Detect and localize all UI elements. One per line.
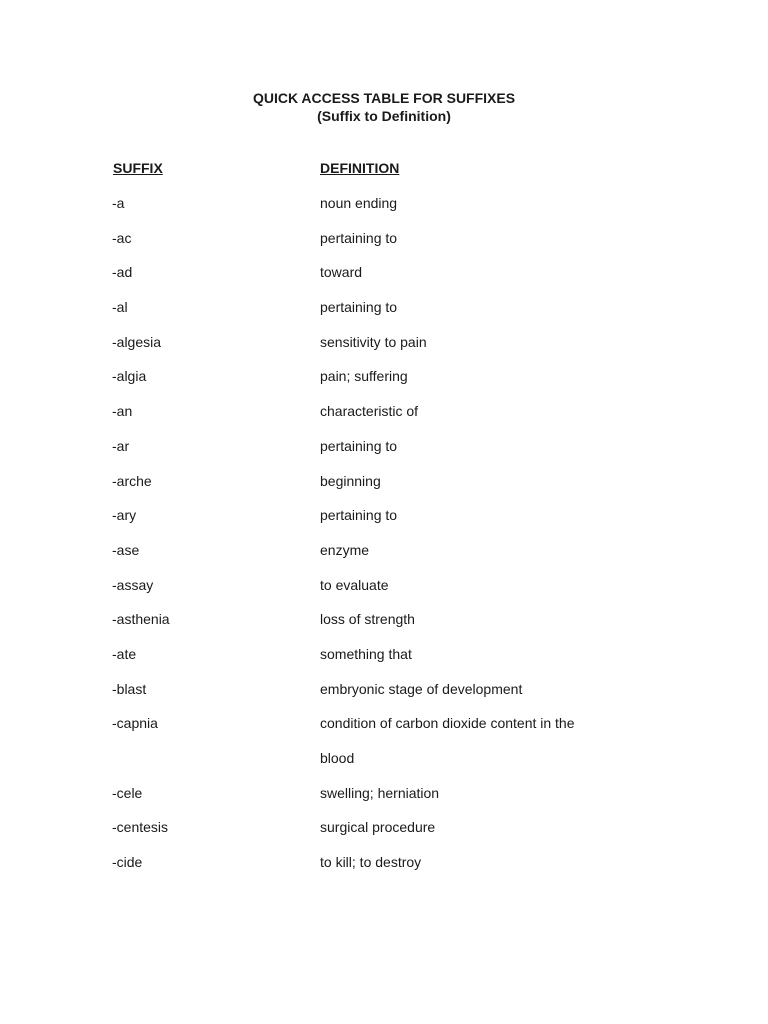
table-row bbox=[0, 402, 768, 437]
definition-cell: loss of strength bbox=[320, 611, 415, 628]
definition-cell: to kill; to destroy bbox=[320, 854, 422, 871]
suffix-cell: -blast bbox=[112, 680, 147, 697]
suffix-cell: -centesis bbox=[112, 819, 169, 836]
table-row bbox=[0, 506, 768, 541]
suffix-cell: -ac bbox=[112, 229, 132, 246]
table-row bbox=[0, 437, 768, 472]
definition-cell: embryonic stage of development bbox=[320, 680, 523, 697]
suffix-cell: -assay bbox=[112, 576, 154, 593]
suffix-cell: -ar bbox=[112, 437, 130, 454]
definition-cell: pertaining to bbox=[320, 507, 398, 524]
definition-cell: condition of carbon dioxide content in the bbox=[320, 715, 575, 732]
table-row bbox=[0, 194, 768, 229]
definition-cell: characteristic of bbox=[320, 403, 419, 420]
suffix-cell: -ary bbox=[112, 507, 137, 524]
table-row bbox=[0, 229, 768, 264]
suffix-column-header: SUFFIX bbox=[113, 160, 163, 176]
suffix-cell: -al bbox=[112, 299, 128, 316]
definition-cell: pertaining to bbox=[320, 437, 398, 454]
suffix-cell: -arche bbox=[112, 472, 152, 489]
definition-cell: toward bbox=[320, 264, 363, 281]
definition-cell: pain; suffering bbox=[320, 368, 408, 385]
table-row bbox=[0, 333, 768, 368]
suffix-cell: -cele bbox=[112, 784, 143, 801]
suffix-table bbox=[0, 194, 768, 888]
suffix-cell: -capnia bbox=[112, 715, 158, 732]
suffix-cell: -ase bbox=[112, 541, 140, 558]
table-row bbox=[0, 784, 768, 819]
table-row bbox=[0, 541, 768, 576]
table-row bbox=[0, 680, 768, 715]
table-row bbox=[0, 576, 768, 611]
table-row bbox=[0, 472, 768, 507]
definition-cell: enzyme bbox=[320, 541, 370, 558]
suffix-cell: -an bbox=[112, 403, 133, 420]
table-row bbox=[0, 714, 768, 749]
table-row bbox=[0, 749, 768, 784]
definition-cell: surgical procedure bbox=[320, 819, 436, 836]
page-title: QUICK ACCESS TABLE FOR SUFFIXES bbox=[252, 90, 516, 106]
table-row bbox=[0, 853, 768, 888]
suffix-cell: -algesia bbox=[112, 333, 162, 350]
table-row bbox=[0, 645, 768, 680]
definition-cell: noun ending bbox=[320, 195, 398, 211]
definition-column-header: DEFINITION bbox=[320, 160, 400, 176]
suffix-cell: -cide bbox=[112, 854, 143, 871]
table-row bbox=[0, 367, 768, 402]
definition-cell: blood bbox=[320, 750, 355, 766]
table-row bbox=[0, 818, 768, 853]
table-row bbox=[0, 610, 768, 645]
suffix-cell: -asthenia bbox=[112, 611, 170, 628]
suffix-cell: -a bbox=[112, 195, 125, 211]
suffix-cell: -ad bbox=[112, 264, 133, 281]
definition-cell: swelling; herniation bbox=[320, 784, 440, 801]
definition-cell: to evaluate bbox=[320, 576, 389, 593]
definition-cell: sensitivity to pain bbox=[320, 333, 427, 350]
suffix-cell: -ate bbox=[112, 645, 137, 662]
suffix-cell: -algia bbox=[112, 368, 147, 385]
page-subtitle: (Suffix to Definition) bbox=[317, 108, 451, 124]
definition-cell: pertaining to bbox=[320, 299, 398, 316]
table-row bbox=[0, 298, 768, 333]
definition-cell: something that bbox=[320, 645, 412, 662]
definition-cell: pertaining to bbox=[320, 229, 398, 246]
table-row bbox=[0, 263, 768, 298]
definition-cell: beginning bbox=[320, 472, 381, 489]
